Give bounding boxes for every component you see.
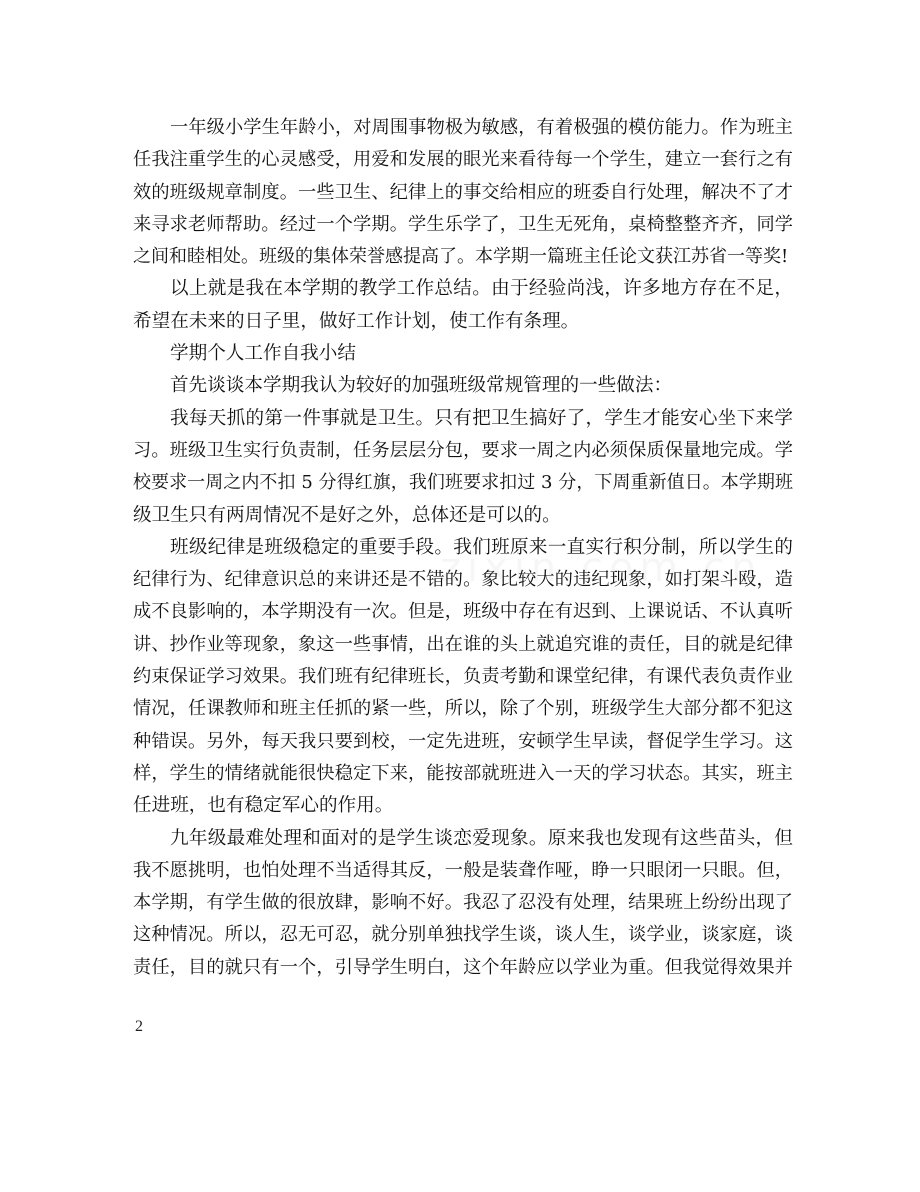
document-body <box>133 112 793 984</box>
text-line: 任进班，也有稳定军心的作用。 <box>133 795 394 817</box>
text-line: 级卫生只有两周情况不是好之外，总体还是可以的。 <box>133 504 561 526</box>
text-line: 学期个人工作自我小结 <box>170 343 356 365</box>
text-line: 希望在未来的日子里，做好工作计划，使工作有条理。 <box>133 310 580 332</box>
text-line: 种错误。另外，每天我只要到校，一定先进班，安顿学生早读，督促学生学习。这 <box>133 730 793 752</box>
text-line: 样，学生的情绪就能很快稳定下来，能按部就班进入一天的学习状态。其实，班主 <box>133 762 793 784</box>
text-line: 我不愿挑明，也怕处理不当适得其反，一般是装聋作哑，睁一只眼闭一只眼。但， <box>133 859 793 881</box>
text-line: 责任，目的就只有一个，引导学生明白，这个年龄应以学业为重。但我觉得效果并 <box>133 956 793 978</box>
text-line: 本学期，有学生做的很放肆，影响不好。我忍了忍没有处理，结果班上纷纷出现了 <box>133 892 793 914</box>
text-line: 任我注重学生的心灵感受，用爱和发展的眼光来看待每一个学生，建立一套行之有 <box>133 149 793 171</box>
text-line: 首先谈谈本学期我认为较好的加强班级常规管理的一些做法： <box>170 375 673 397</box>
text-line: 讲、抄作业等现象，象这一些事情，出在谁的头上就追究谁的责任，目的就是纪律 <box>133 633 793 655</box>
text-line: 约束保证学习效果。我们班有纪律班长，负责考勤和课堂纪律，有课代表负责作业 <box>133 666 793 688</box>
text-line: 成不良影响的，本学期没有一次。但是，班级中存在有迟到、上课说话、不认真听 <box>133 601 793 623</box>
text-line: 效的班级规章制度。一些卫生、纪律上的事交给相应的班委自行处理，解决不了才 <box>133 181 793 203</box>
text-line: 纪律行为、纪律意识总的来讲还是不错的。象比较大的违纪现象，如打架斗殴，造 <box>133 569 793 591</box>
text-line: 班级纪律是班级稳定的重要手段。我们班原来一直实行积分制，所以学生的 <box>170 536 793 558</box>
page-number: 2 <box>135 1018 143 1035</box>
text-line: 来寻求老师帮助。经过一个学期。学生乐学了，卫生无死角，桌椅整整齐齐，同学 <box>133 213 793 235</box>
text-line: 情况，任课教师和班主任抓的紧一些，所以，除了个别，班级学生大部分都不犯这 <box>133 698 793 720</box>
text-line: 九年级最难处理和面对的是学生谈恋爱现象。原来我也发现有这些苗头，但 <box>170 827 793 849</box>
text-line: 这种情况。所以，忍无可忍，就分别单独找学生谈，谈人生，谈学业，谈家庭，谈 <box>133 924 793 946</box>
text-line: 校要求一周之内不扣 5 分得红旗，我们班要求扣过 3 分，下周重新值日。本学期班 <box>133 472 793 494</box>
text-line: 之间和睦相处。班级的集体荣誉感提高了。本学期一篇班主任论文获江苏省一等奖! <box>133 246 789 268</box>
text-line: 我每天抓的第一件事就是卫生。只有把卫生搞好了，学生才能安心坐下来学 <box>170 407 793 429</box>
text-line: 以上就是我在本学期的教学工作总结。由于经验尚浅，许多地方存在不足， <box>170 278 793 300</box>
text-line: 习。班级卫生实行负责制，任务层层分包，要求一周之内必须保质保量地完成。学 <box>133 439 793 461</box>
text-line: 一年级小学生年龄小，对周围事物极为敏感，有着极强的模仿能力。作为班主 <box>170 117 793 138</box>
